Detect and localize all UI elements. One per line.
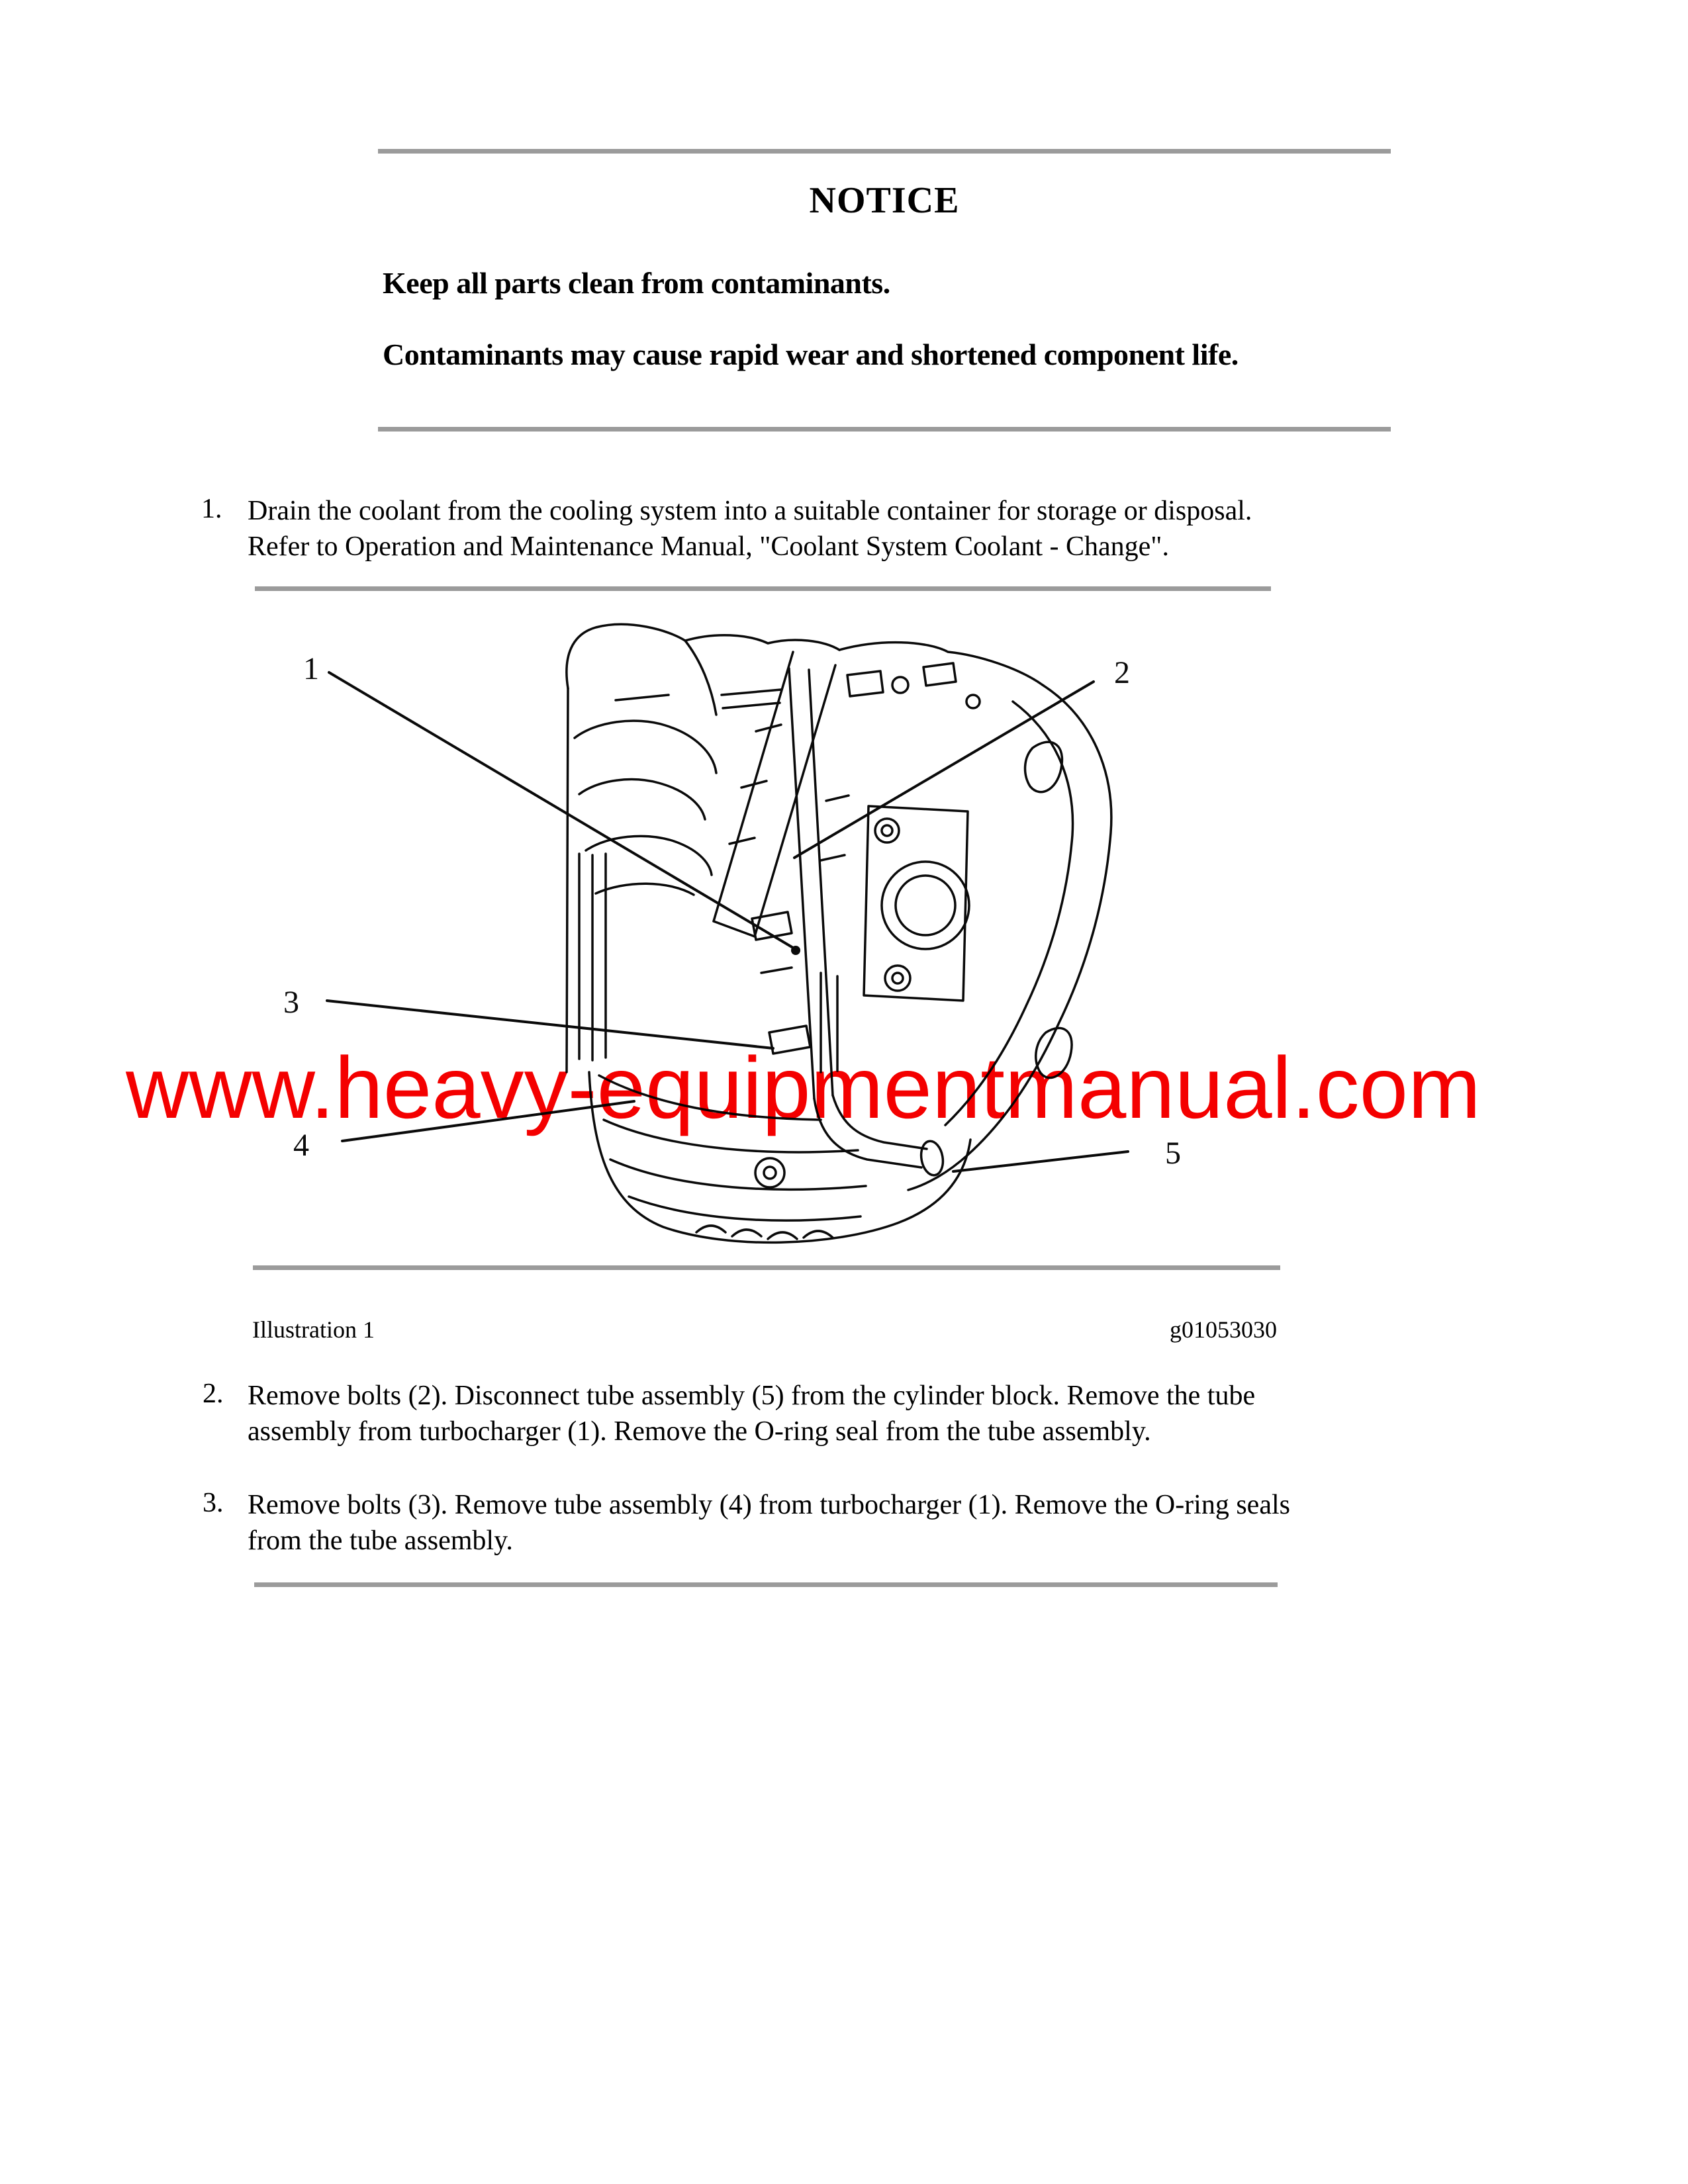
callout-label-4: 4	[293, 1128, 309, 1163]
oil-pan-scallops	[696, 1226, 833, 1239]
detail-dash-4	[826, 796, 849, 801]
top-fitting-2	[923, 663, 956, 686]
figure-bottom-rule	[253, 1265, 1280, 1270]
detail-dash-6	[761, 968, 792, 973]
detail-dash-3	[729, 838, 755, 844]
top-fitting-1	[847, 671, 883, 696]
notice-title: NOTICE	[809, 180, 960, 221]
step-3-line-1: Remove bolts (3). Remove tube assembly (4) from turbocharger (1). Remove the O-ring seals	[248, 1490, 1290, 1520]
step-3-number: 3.	[203, 1488, 224, 1518]
pan-bolt-outer	[755, 1158, 784, 1187]
bolt-2-upper	[875, 819, 899, 842]
manifold-band-3	[616, 695, 669, 700]
leader-line-2	[794, 682, 1094, 858]
step-3-line-2: from the tube assembly.	[248, 1525, 513, 1556]
figure-caption	[252, 1316, 1277, 1343]
notice-line-1: Keep all parts clean from contaminants.	[383, 266, 890, 300]
figure-caption-id: g01053030	[1170, 1316, 1277, 1343]
detail-dash-5	[821, 855, 845, 860]
figure-caption-label: Illustration 1	[252, 1316, 375, 1343]
step-2-number: 2.	[203, 1379, 224, 1409]
air-inlet-elbow	[567, 624, 839, 688]
callout-label-3: 3	[283, 985, 299, 1020]
notice-bottom-rule	[378, 427, 1391, 432]
section-end-rule	[254, 1582, 1278, 1587]
turbocharger-scroll-2	[579, 780, 705, 819]
callout-label-5: 5	[1165, 1136, 1181, 1171]
diagonal-duct-cap	[714, 921, 755, 936]
notice-top-rule	[378, 149, 1391, 154]
tube-5-flange	[919, 1140, 946, 1177]
bolt-plate	[864, 806, 968, 1001]
step-1-line-1: Drain the coolant from the cooling system into a suitable container for storage or disposal.	[248, 496, 1252, 526]
top-fitting-bolt-2	[966, 695, 980, 708]
step-2-line-1: Remove bolts (2). Disconnect tube assembly (5) from the cylinder block. Remove the tube	[248, 1381, 1256, 1411]
block-boss-inner	[896, 876, 955, 935]
leader-line-1	[329, 672, 793, 948]
top-fitting-bolt-1	[892, 677, 908, 693]
pan-bolt-inner	[764, 1167, 776, 1179]
step-3-text	[248, 1487, 1290, 1559]
leader-line-5	[953, 1152, 1128, 1171]
step-1-text	[248, 493, 1252, 565]
engine-line-art	[567, 624, 1111, 1242]
callout-label-2: 2	[1114, 655, 1130, 690]
callout-label-1: 1	[303, 651, 319, 686]
bolt-2-lower-center	[892, 973, 903, 983]
bolt-2-lower	[885, 966, 910, 991]
turbocharger-scroll-1	[575, 721, 716, 773]
engine-illustration	[252, 591, 1279, 1266]
hose-connector	[685, 641, 716, 715]
block-cutout-upper	[1025, 742, 1062, 792]
oil-pan-rib-3	[629, 1197, 861, 1220]
manifold-band-2	[723, 703, 780, 708]
step-1-number: 1.	[201, 494, 222, 524]
watermark-text: www.heavy-equipmentmanual.com	[126, 1039, 1481, 1136]
figure-top-rule	[255, 586, 1271, 591]
step-1-line-2: Refer to Operation and Maintenance Manual, "Coolant System Coolant - Change".	[248, 531, 1169, 562]
tube-assembly-4a	[789, 668, 814, 1099]
turbocharger-scroll-4	[596, 884, 694, 895]
detail-dash-1	[756, 725, 781, 731]
left-outline	[567, 688, 568, 1072]
step-2-line-2: assembly from turbocharger (1). Remove the O-ring seal from the tube assembly.	[248, 1416, 1151, 1447]
notice-line-2: Contaminants may cause rapid wear and shortened component life.	[383, 338, 1239, 371]
diagonal-duct-2	[755, 665, 835, 936]
manifold-band-1	[722, 690, 781, 695]
bolt-2-upper-center	[882, 825, 892, 836]
oil-pan-rib-2	[610, 1160, 866, 1189]
step-2-text	[248, 1378, 1255, 1449]
